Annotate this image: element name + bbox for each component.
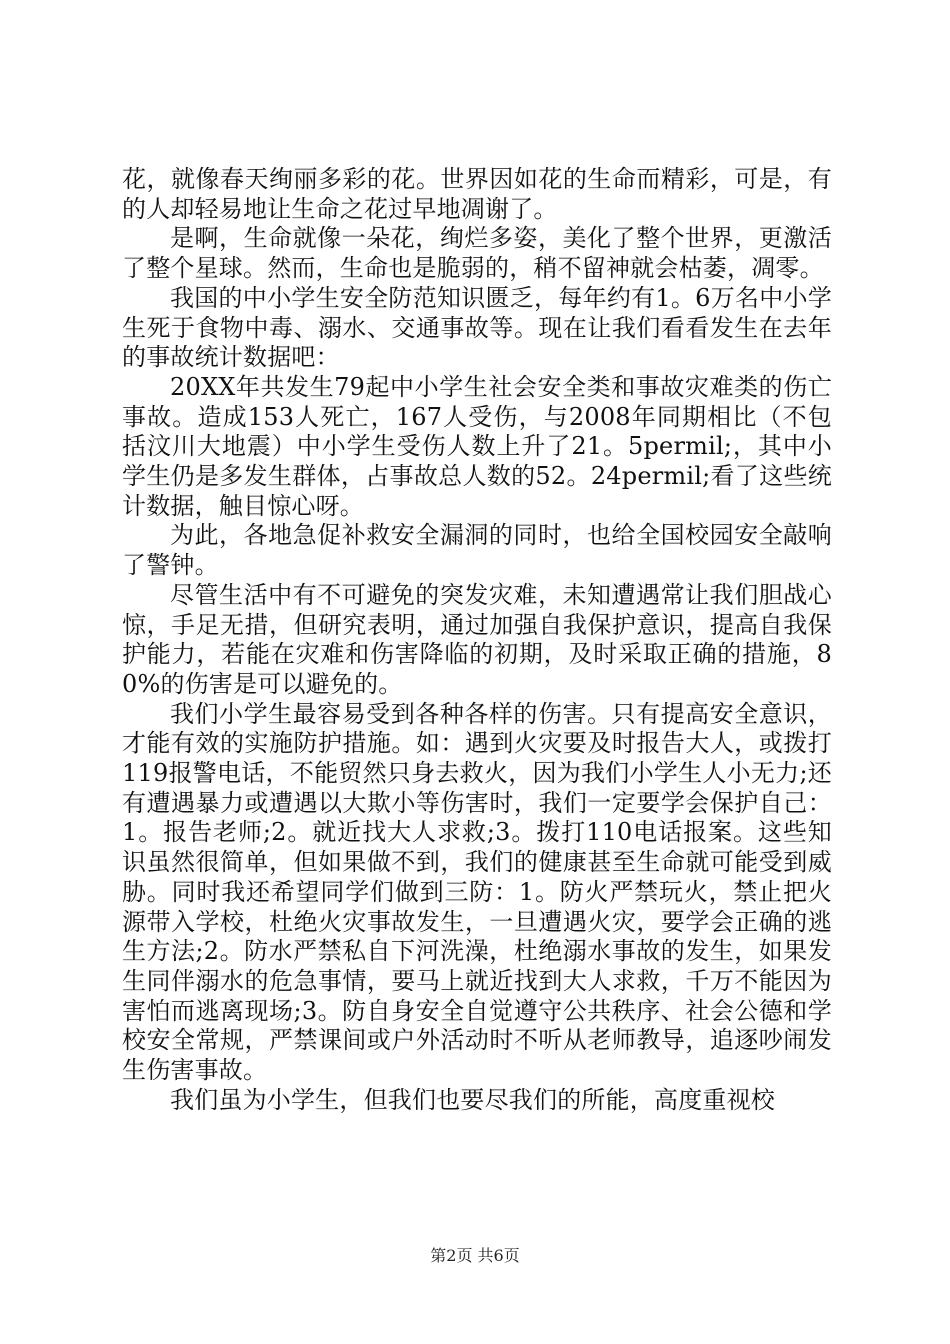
paragraph-6: 尽管生活中有不可避免的突发灾难，未知遭遇常让我们胆战心惊，手足无措，但研究表明，通过加强自我保护意识，提高自我保护能力，若能在灾难和伤害降临的初期，及时采取正确的措施，80%的伤害是可以避免的。 (122, 580, 832, 698)
paragraph-4: 20XX年共发生79起中小学生社会安全类和事故灾难类的伤亡事故。造成153人死亡，167人受伤，与2008年同期相比（不包括汶川大地震）中小学生受伤人数上升了21。5permil;，其中小学生仍是多发生群体，占事故总人数的52。24permil;看了这些统计数据，触目惊心呀。 (122, 372, 832, 520)
document-body (122, 165, 832, 1116)
page-number-footer: 第2页 共6页 (430, 1246, 520, 1265)
paragraph-1: 花，就像春天绚丽多彩的花。世界因如花的生命而精彩，可是，有的人却轻易地让生命之花过早地凋谢了。 (122, 165, 832, 223)
paragraph-7: 我们小学生最容易受到各种各样的伤害。只有提高安全意识，才能有效的实施防护措施。如：遇到火灾要及时报告大人，或拨打119报警电话，不能贸然只身去救火，因为我们小学生人小无力;还有遭遇暴力或遭遇以大欺小等伤害时，我们一定要学会保护自己：1。报告老师;2。就近找大人求救;3。拨打110电话报案。这些知识虽然很简单，但如果做不到，我们的健康甚至生命就可能受到威胁。同时我还希望同学们做到三防：1。防火严禁玩火，禁止把火源带入学校，杜绝火灾事故发生，一旦遭遇火灾，要学会正确的逃生方法;2。防水严禁私自下河洗澡，杜绝溺水事故的发生，如果发生同伴溺水的危急事情，要马上就近找到大人求救，千万不能因为害怕而逃离现场;3。防自身安全自觉遵守公共秩序、社会公德和学校安全常规，严禁课间或户外活动时不听从老师教导，追逐吵闹发生伤害事故。 (122, 699, 832, 1085)
paragraph-3: 我国的中小学生安全防范知识匮乏，每年约有1。6万名中小学生死于食物中毒、溺水、交通事故等。现在让我们看看发生在去年的事故统计数据吧： (122, 283, 832, 372)
paragraph-8: 我们虽为小学生，但我们也要尽我们的所能，高度重视校 (170, 1085, 775, 1114)
paragraph-2: 是啊，生命就像一朵花，绚烂多姿，美化了整个世界，更激活了整个星球。然而，生命也是脆弱的，稍不留神就会枯萎，凋零。 (122, 224, 832, 283)
paragraph-5: 为此，各地急促补救安全漏洞的同时，也给全国校园安全敲响了警钟。 (122, 521, 832, 580)
